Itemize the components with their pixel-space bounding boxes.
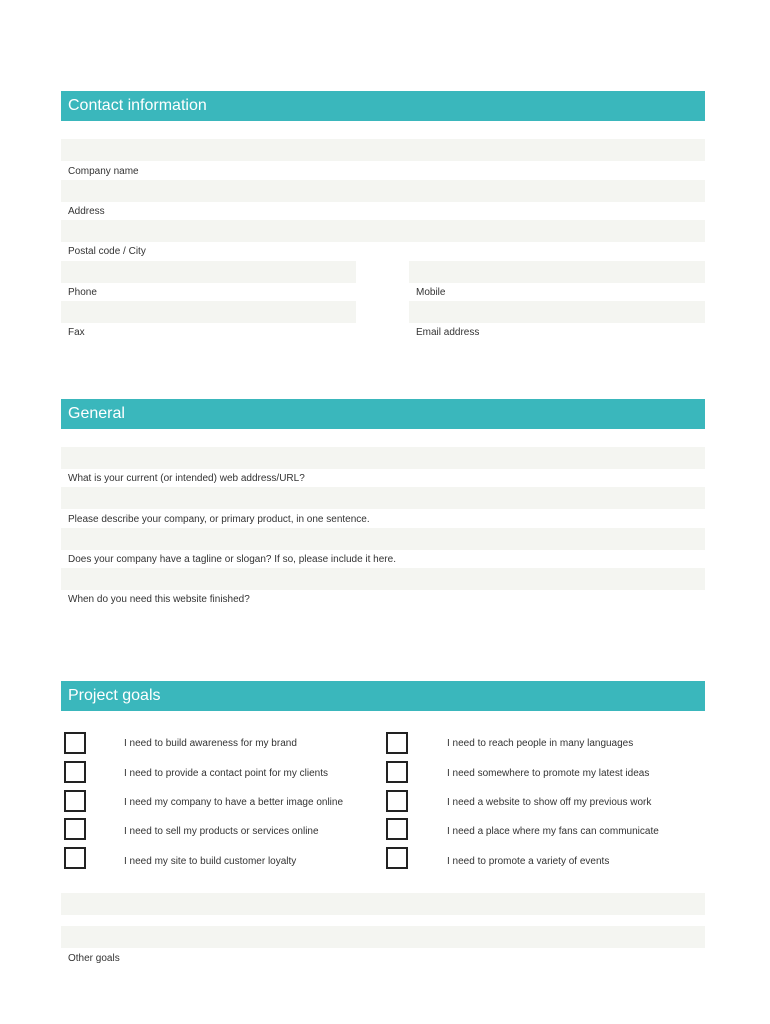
goal-label: I need a place where my fans can communicate [447, 826, 659, 837]
description-label: Please describe your company, or primary product, in one sentence. [68, 514, 370, 525]
goals-section-header: Project goals [61, 681, 705, 711]
goal-checkbox-contact-point[interactable] [64, 761, 86, 783]
tagline-label: Does your company have a tagline or slogan? If so, please include it here. [68, 554, 396, 565]
fax-field[interactable] [61, 301, 356, 323]
goal-checkbox-promote-events[interactable] [386, 847, 408, 869]
goal-label: I need to build awareness for my brand [124, 738, 297, 749]
goal-label: I need a website to show off my previous work [447, 797, 652, 808]
goal-label: I need my site to build customer loyalty [124, 856, 297, 867]
address-label: Address [68, 206, 105, 217]
goal-checkbox-promote-ideas[interactable] [386, 761, 408, 783]
goal-label: I need to promote a variety of events [447, 856, 610, 867]
phone-field[interactable] [61, 261, 356, 283]
other-goals-field-1[interactable] [61, 893, 705, 915]
goal-checkbox-customer-loyalty[interactable] [64, 847, 86, 869]
email-field[interactable] [409, 301, 705, 323]
goal-checkbox-fans-communicate[interactable] [386, 818, 408, 840]
other-goals-label: Other goals [68, 953, 120, 964]
url-field[interactable] [61, 447, 705, 469]
deadline-field[interactable] [61, 568, 705, 590]
goal-label: I need to sell my products or services online [124, 826, 319, 837]
email-label: Email address [416, 327, 480, 338]
postal-city-label: Postal code / City [68, 246, 146, 257]
goal-label: I need to reach people in many languages [447, 738, 634, 749]
fax-label: Fax [68, 327, 85, 338]
company-name-field[interactable] [61, 139, 705, 161]
url-label: What is your current (or intended) web address/URL? [68, 473, 305, 484]
goal-label: I need somewhere to promote my latest ideas [447, 768, 650, 779]
company-name-label: Company name [68, 166, 139, 177]
goal-checkbox-better-image[interactable] [64, 790, 86, 812]
goal-label: I need to provide a contact point for my clients [124, 768, 328, 779]
goal-checkbox-sell-online[interactable] [64, 818, 86, 840]
general-section-header: General [61, 399, 705, 429]
address-field[interactable] [61, 180, 705, 202]
goal-checkbox-brand-awareness[interactable] [64, 732, 86, 754]
mobile-field[interactable] [409, 261, 705, 283]
tagline-field[interactable] [61, 528, 705, 550]
goal-label: I need my company to have a better image online [124, 797, 344, 808]
mobile-label: Mobile [416, 287, 446, 298]
deadline-label: When do you need this website finished? [68, 594, 250, 605]
goal-checkbox-previous-work[interactable] [386, 790, 408, 812]
contact-section-header: Contact information [61, 91, 705, 121]
postal-city-field[interactable] [61, 220, 705, 242]
description-field[interactable] [61, 487, 705, 509]
goal-checkbox-many-languages[interactable] [386, 732, 408, 754]
other-goals-field-2[interactable] [61, 926, 705, 948]
phone-label: Phone [68, 287, 97, 298]
